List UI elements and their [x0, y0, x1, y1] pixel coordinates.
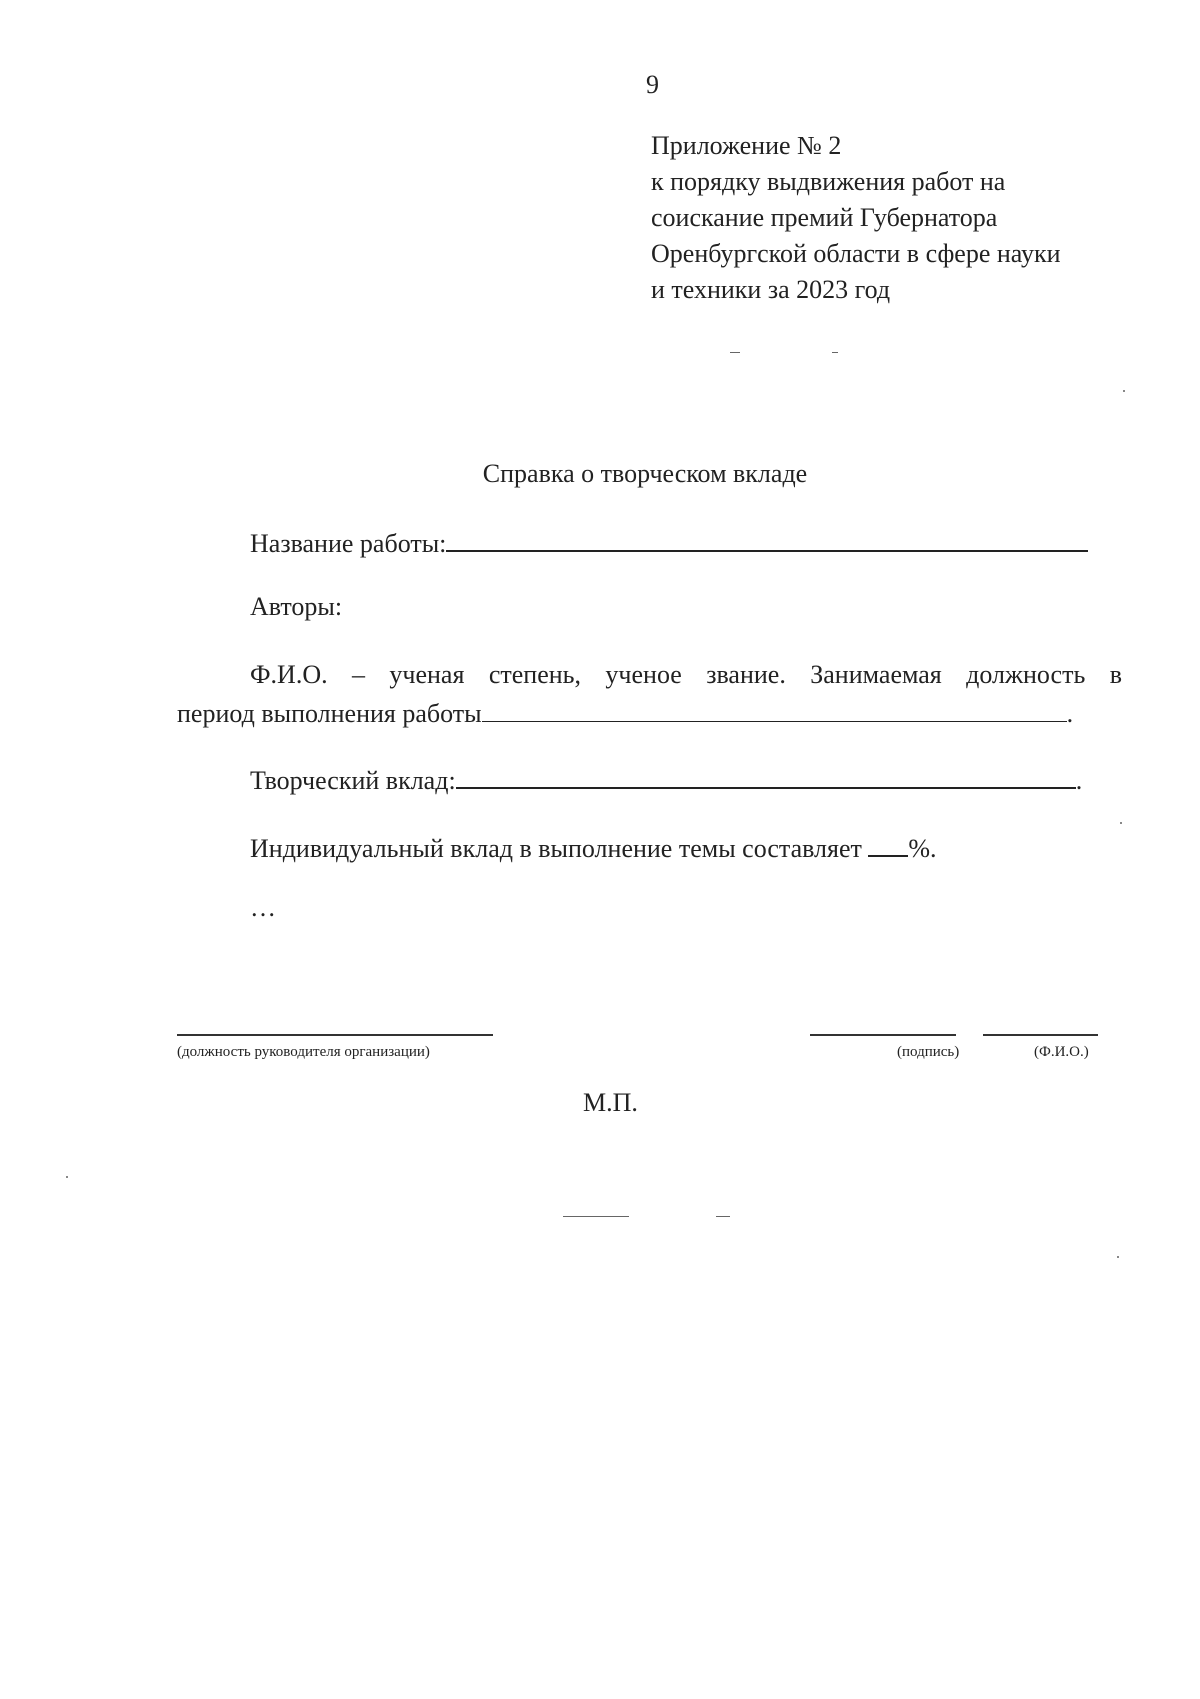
- signature-line: [810, 1034, 956, 1036]
- appendix-line: соискание премий Губернатора: [651, 203, 998, 232]
- fio-caption: (Ф.И.О.): [1034, 1044, 1089, 1060]
- scan-artifact: [716, 1216, 730, 1217]
- individual-row: [250, 829, 937, 864]
- work-name-blank: [446, 524, 1088, 552]
- contribution-end: .: [1075, 766, 1083, 795]
- scan-artifact: [1117, 1256, 1119, 1258]
- appendix-header: [651, 128, 1061, 308]
- work-name-row: [250, 524, 1088, 559]
- scan-artifact: [66, 1176, 68, 1178]
- fio-line-2: [177, 695, 1073, 729]
- position-signature-line: [177, 1034, 493, 1036]
- appendix-line: к порядку выдвижения работ на: [651, 167, 1006, 196]
- fio-signature-line: [983, 1034, 1098, 1036]
- fio-line-2-text: период выполнения работы: [177, 699, 482, 728]
- appendix-line: Приложение № 2: [651, 131, 842, 160]
- scan-artifact: [1123, 390, 1125, 392]
- position-caption: (должность руководителя организации): [177, 1044, 430, 1060]
- stamp-label: М.П.: [583, 1088, 638, 1117]
- scan-artifact: [730, 352, 740, 353]
- percent-blank: [868, 829, 908, 857]
- document-title: Справка о творческом вкладе: [482, 459, 808, 488]
- period-blank: [482, 695, 1067, 722]
- fio-end: .: [1066, 699, 1074, 728]
- appendix-line: и техники за 2023 год: [651, 275, 891, 304]
- contribution-label: Творческий вклад:: [250, 766, 456, 795]
- scan-artifact: [563, 1216, 629, 1217]
- fio-line-1-text: Ф.И.О. – ученая степень, ученое звание. Занимаемая должность в: [250, 660, 1122, 689]
- fio-line-1: [250, 660, 1122, 690]
- individual-prefix: Индивидуальный вклад в выполнение темы составляет: [250, 834, 869, 863]
- contribution-blank: [456, 761, 1076, 789]
- signature-caption: (подпись): [897, 1044, 960, 1060]
- page-number: 9: [646, 70, 659, 99]
- individual-suffix: %.: [908, 834, 937, 863]
- authors-label: Авторы:: [250, 592, 343, 621]
- ellipsis: …: [250, 893, 276, 922]
- scan-artifact: [832, 352, 838, 353]
- work-name-label: Название работы:: [250, 529, 447, 558]
- appendix-line: Оренбургской области в сфере науки: [651, 239, 1061, 268]
- contribution-row: [250, 761, 1082, 796]
- scan-artifact: [1120, 822, 1122, 824]
